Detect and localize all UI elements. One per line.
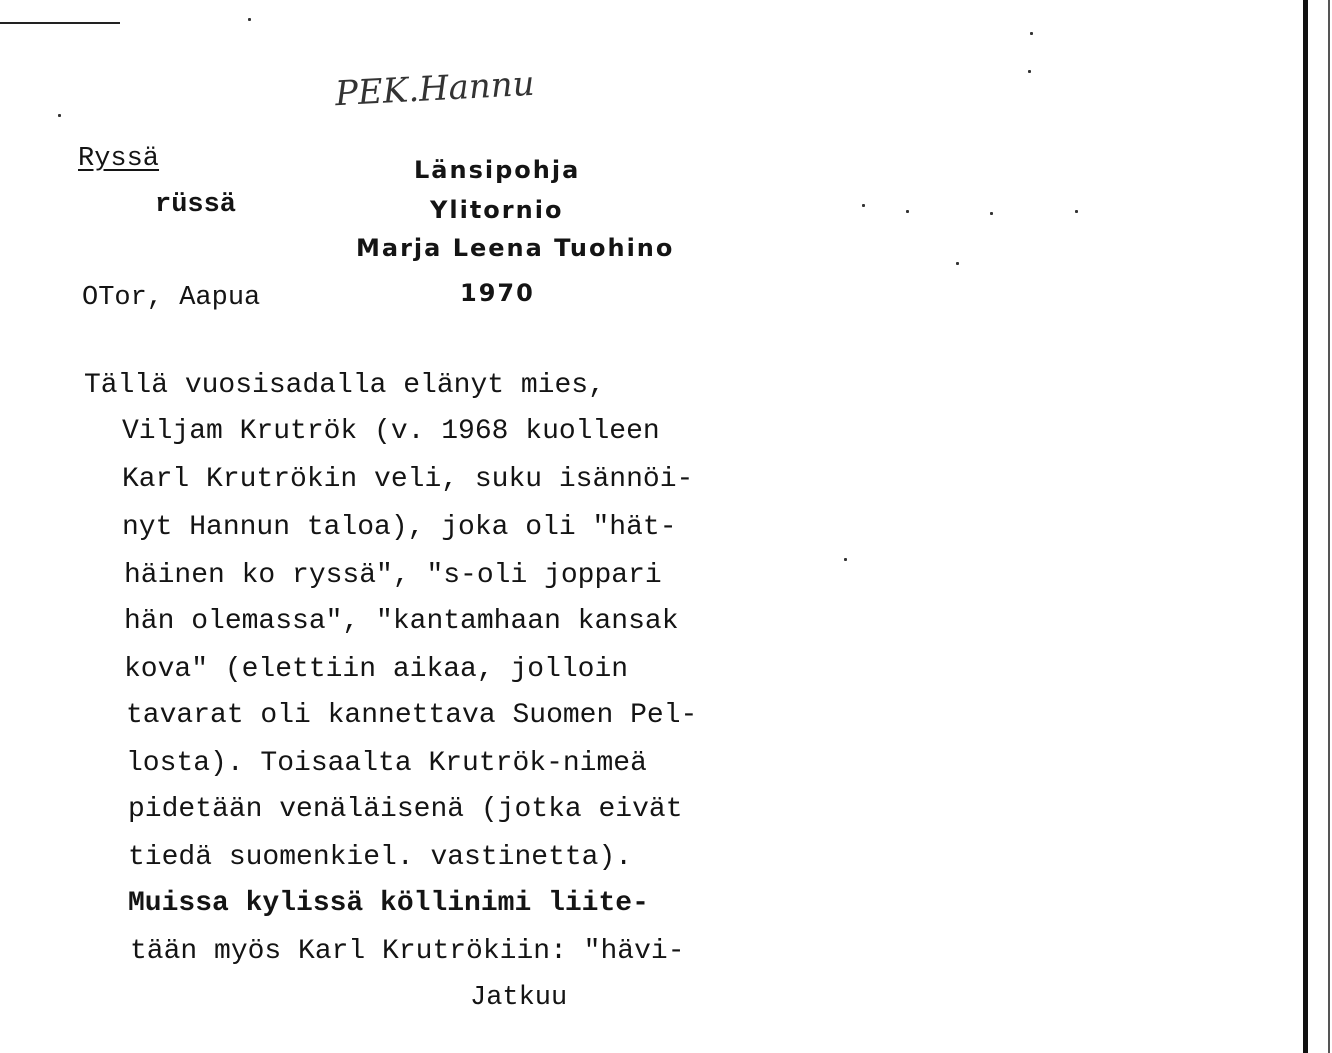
stamp-year: 1970 [460, 279, 535, 307]
scan-mark-top [0, 22, 120, 24]
text-line: tiedä suomenkiel. vastinetta). [128, 842, 633, 873]
speck [906, 210, 909, 213]
text-line: Viljam Krutrök (v. 1968 kuolleen [122, 416, 660, 447]
term-phonetic: rüssä [155, 190, 237, 220]
speck [844, 558, 847, 561]
card-right-edge-thin [1328, 0, 1330, 1053]
speck [58, 114, 61, 117]
informant: OTor, Aapua [82, 283, 261, 313]
handwritten-note: PEK.Hannu [334, 63, 536, 115]
speck [990, 212, 993, 215]
text-line: hän olemassa", "kantamhaan kansak [124, 606, 679, 637]
card-right-edge [1303, 0, 1308, 1053]
text-line: pidetään venäläisenä (jotka eivät [128, 794, 683, 825]
text-line: nyt Hannun taloa), joka oli "hät- [122, 512, 677, 543]
text-line: tään myös Karl Krutrökiin: "hävi- [130, 936, 685, 967]
text-line: Karl Krutrökin veli, suku isännöi- [122, 464, 694, 495]
continuation-note: Jatkuu [470, 983, 568, 1013]
text-line: losta). Toisaalta Krutrök-nimeä [126, 748, 647, 779]
speck [1075, 210, 1078, 213]
text-line: häinen ko ryssä", "s-oli joppari [124, 560, 662, 591]
speck [862, 204, 865, 207]
speck [1028, 70, 1031, 73]
stamp-parish: Ylitornio [430, 196, 564, 224]
term-word: Ryssä [78, 144, 160, 174]
text-line: Tällä vuosisadalla elänyt mies, [84, 370, 605, 401]
stamp-collector: Marja Leena Tuohino [356, 234, 675, 262]
stamp-region: Länsipohja [414, 156, 581, 184]
text-line: kova" (elettiin aikaa, jolloin [124, 654, 629, 685]
text-line: Muissa kylissä köllinimi liite- [128, 888, 649, 919]
speck [248, 18, 251, 21]
speck [956, 262, 959, 265]
speck [1030, 32, 1033, 35]
text-line: tavarat oli kannettava Suomen Pel- [126, 700, 698, 731]
